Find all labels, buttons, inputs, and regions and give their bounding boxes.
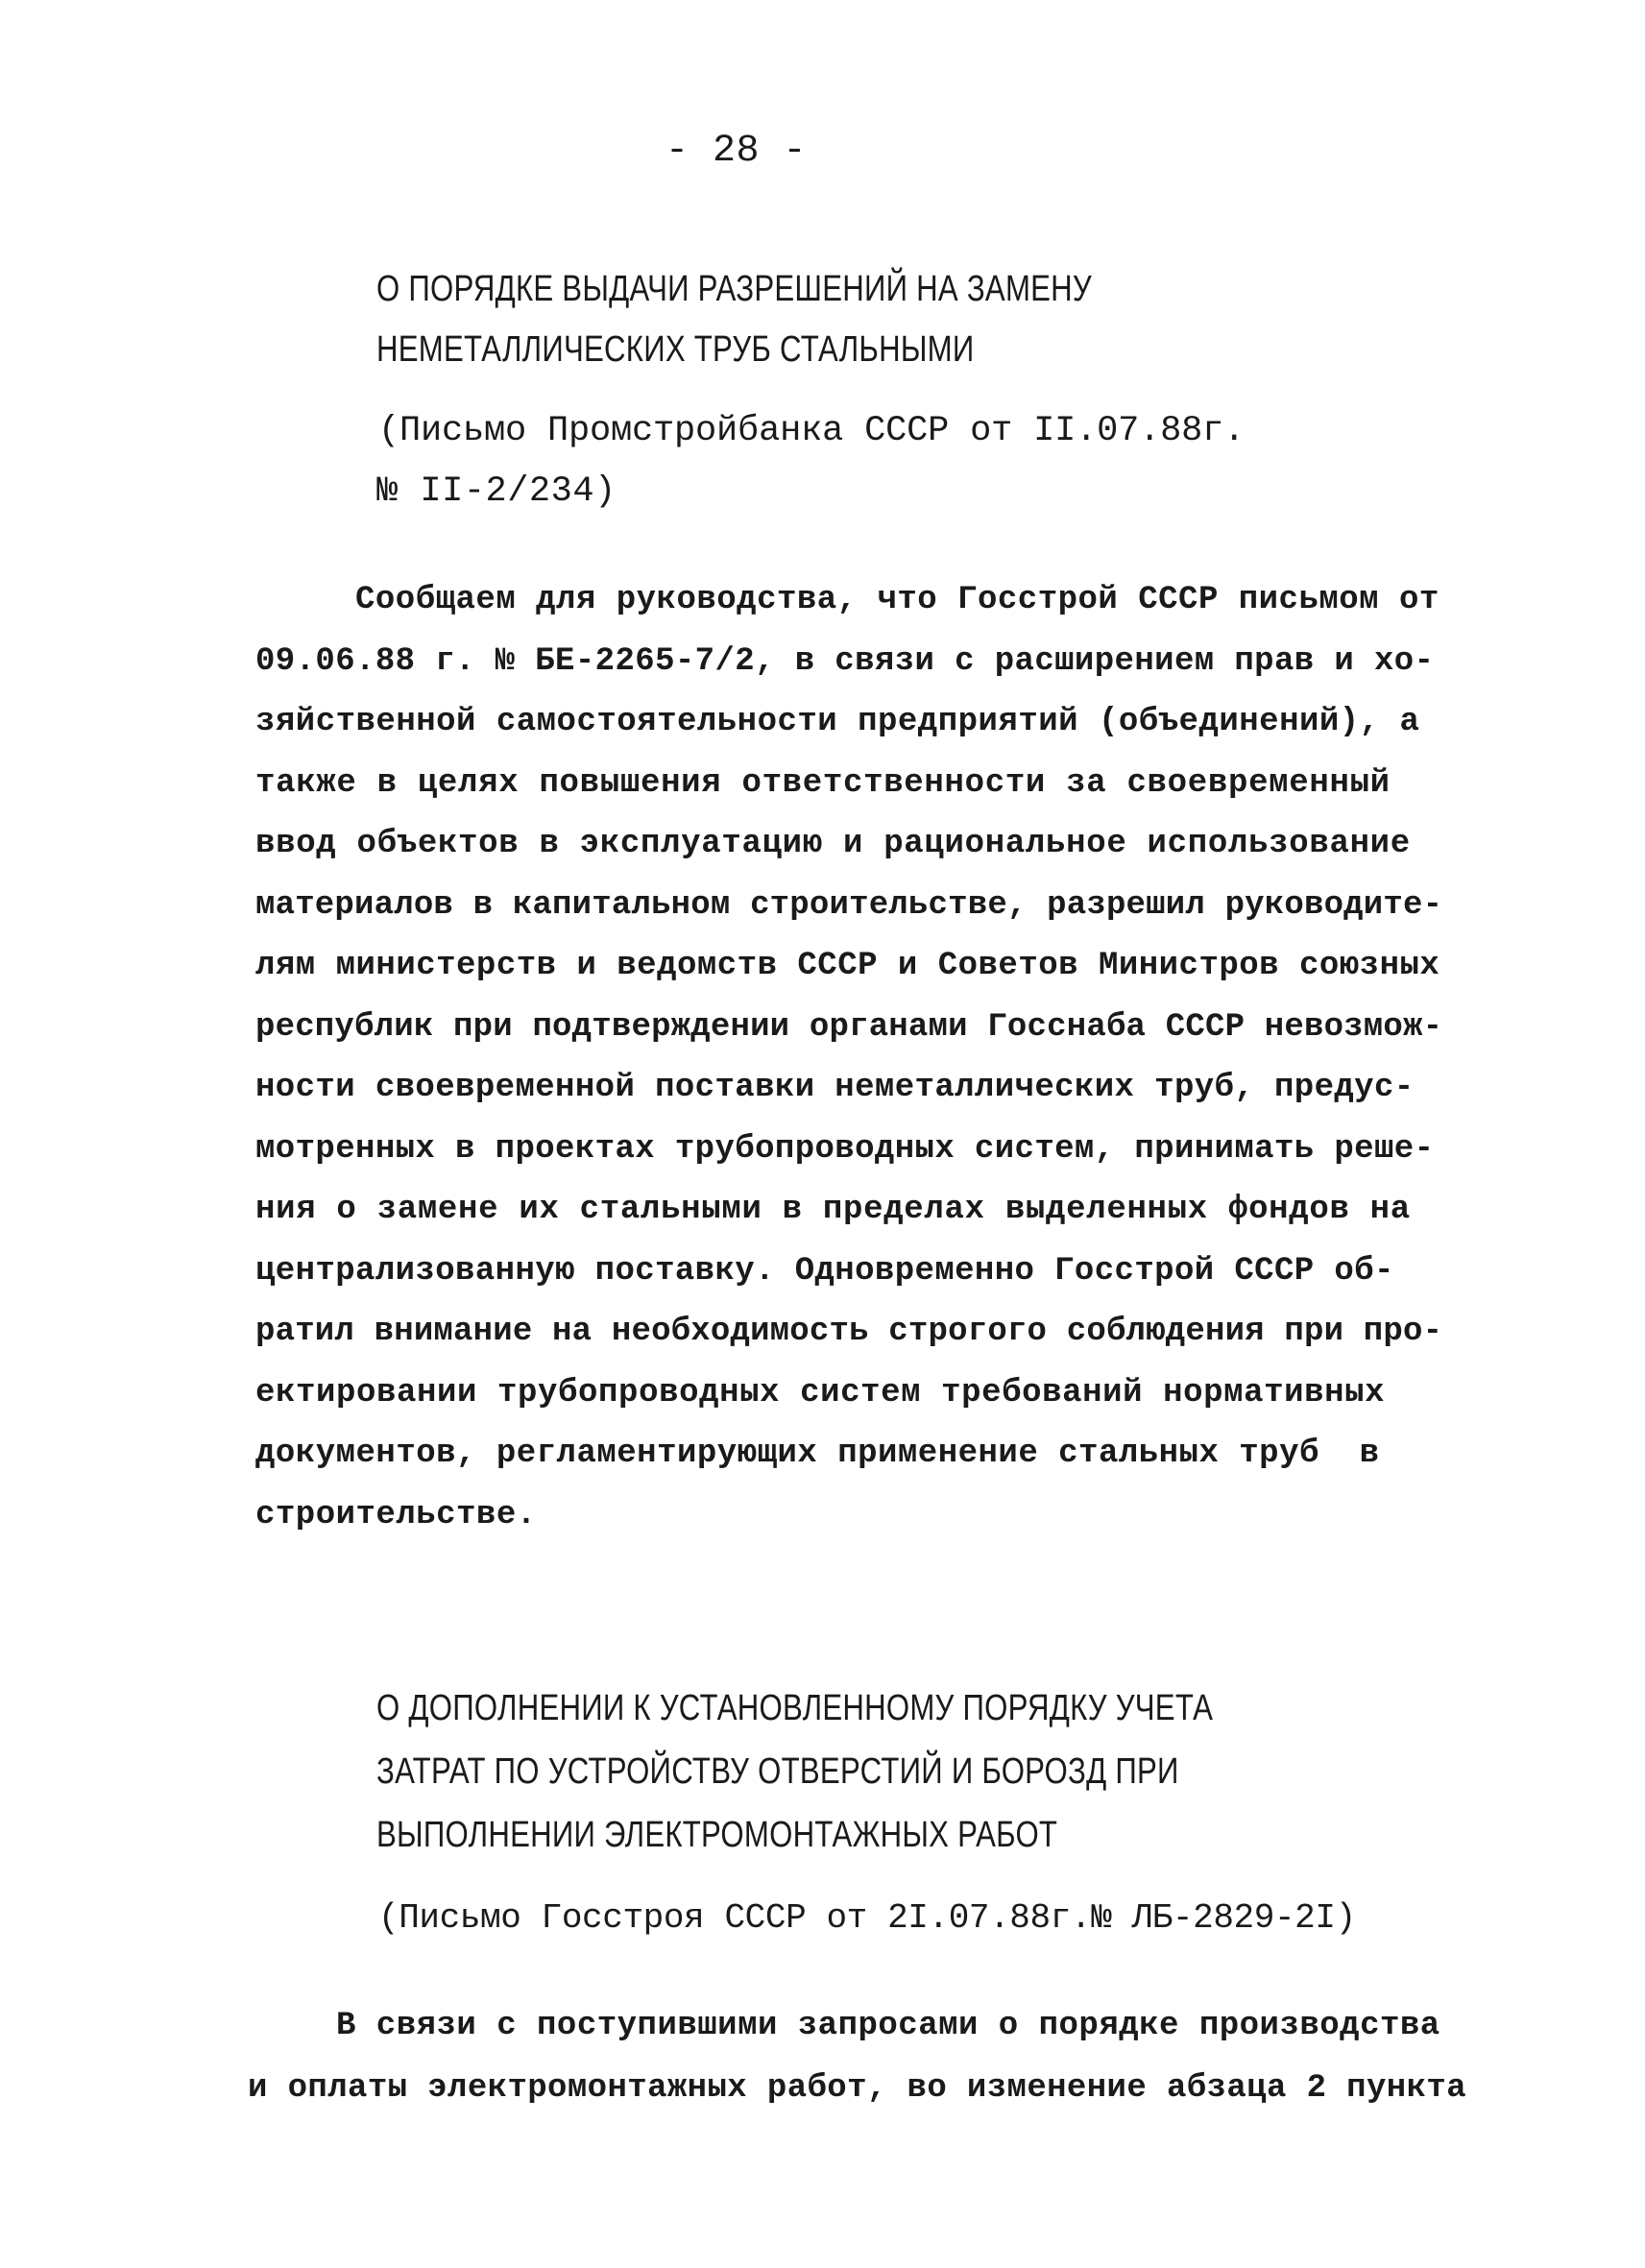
section1-body-line-15: документов, регламентирующих применение стальных труб в <box>255 1436 1380 1472</box>
section2-body-line-2: и оплаты электромонтажных работ, во изменение абзаца 2 пункта <box>248 2070 1467 2107</box>
section2-title-line-1: О ДОПОЛНЕНИИ К УСТАНОВЛЕННОМУ ПОРЯДКУ УЧЕТА <box>376 1688 1214 1728</box>
section1-source-line-2: № II-2/234) <box>376 471 617 512</box>
section1-body-line-5: ввод объектов в эксплуатацию и рациональное использование <box>255 826 1411 862</box>
section1-body-line-8: республик при подтверждении органами Госснаба СССР невозмож- <box>255 1009 1443 1046</box>
section1-body-line-9: ности своевременной поставки неметаллических труб, предус- <box>255 1070 1415 1106</box>
page-number: - 28 - <box>665 130 808 173</box>
section1-title-line-1: О ПОРЯДКЕ ВЫДАЧИ РАЗРЕШЕНИЙ НА ЗАМЕНУ <box>376 269 1092 309</box>
section1-body-line-16: строительстве. <box>255 1497 537 1533</box>
section1-body-line-14: ектировании трубопроводных систем требований нормативных <box>255 1375 1386 1411</box>
section1-body-line-2: 09.06.88 г. № БЕ-2265-7/2, в связи с расширением прав и хо- <box>255 643 1435 680</box>
section2-body-line-1: В связи с поступившими запросами о порядке производства <box>336 2008 1440 2044</box>
section1-body-line-4: также в целях повышения ответственности за своевременный <box>255 765 1391 802</box>
section2-title-line-3: ВЫПОЛНЕНИИ ЭЛЕКТРОМОНТАЖНЫХ РАБОТ <box>376 1815 1058 1855</box>
section2-source-line-1: (Письмо Госстроя СССР от 2I.07.88г.№ ЛБ-2829-2I) <box>378 1898 1356 1938</box>
section1-title-line-2: НЕМЕТАЛЛИЧЕСКИХ ТРУБ СТАЛЬНЫМИ <box>376 329 975 370</box>
section1-body-line-11: ния о замене их стальными в пределах выделенных фондов на <box>255 1192 1411 1228</box>
section1-body-line-1: Сообщаем для руководства, что Госстрой СССР письмом от <box>355 582 1439 618</box>
section1-body-line-10: мотренных в проектах трубопроводных систем, принимать реше- <box>255 1131 1435 1168</box>
section1-body-line-6: материалов в капитальном строительстве, разрешил руководите- <box>255 887 1443 924</box>
section1-source-line-1: (Письмо Промстройбанка СССР от II.07.88г. <box>378 411 1246 451</box>
section1-body-line-13: ратил внимание на необходимость строгого соблюдения при про- <box>255 1314 1443 1350</box>
section2-title-line-2: ЗАТРАТ ПО УСТРОЙСТВУ ОТВЕРСТИЙ И БОРОЗД ПРИ <box>376 1751 1179 1792</box>
section1-body-line-7: лям министерств и ведомств СССР и Советов Министров союзных <box>255 948 1440 984</box>
section1-body-line-3: зяйственной самостоятельности предприятий (объединений), а <box>255 704 1420 740</box>
section1-body-line-12: централизованную поставку. Одновременно Госстрой СССР об- <box>255 1253 1394 1290</box>
